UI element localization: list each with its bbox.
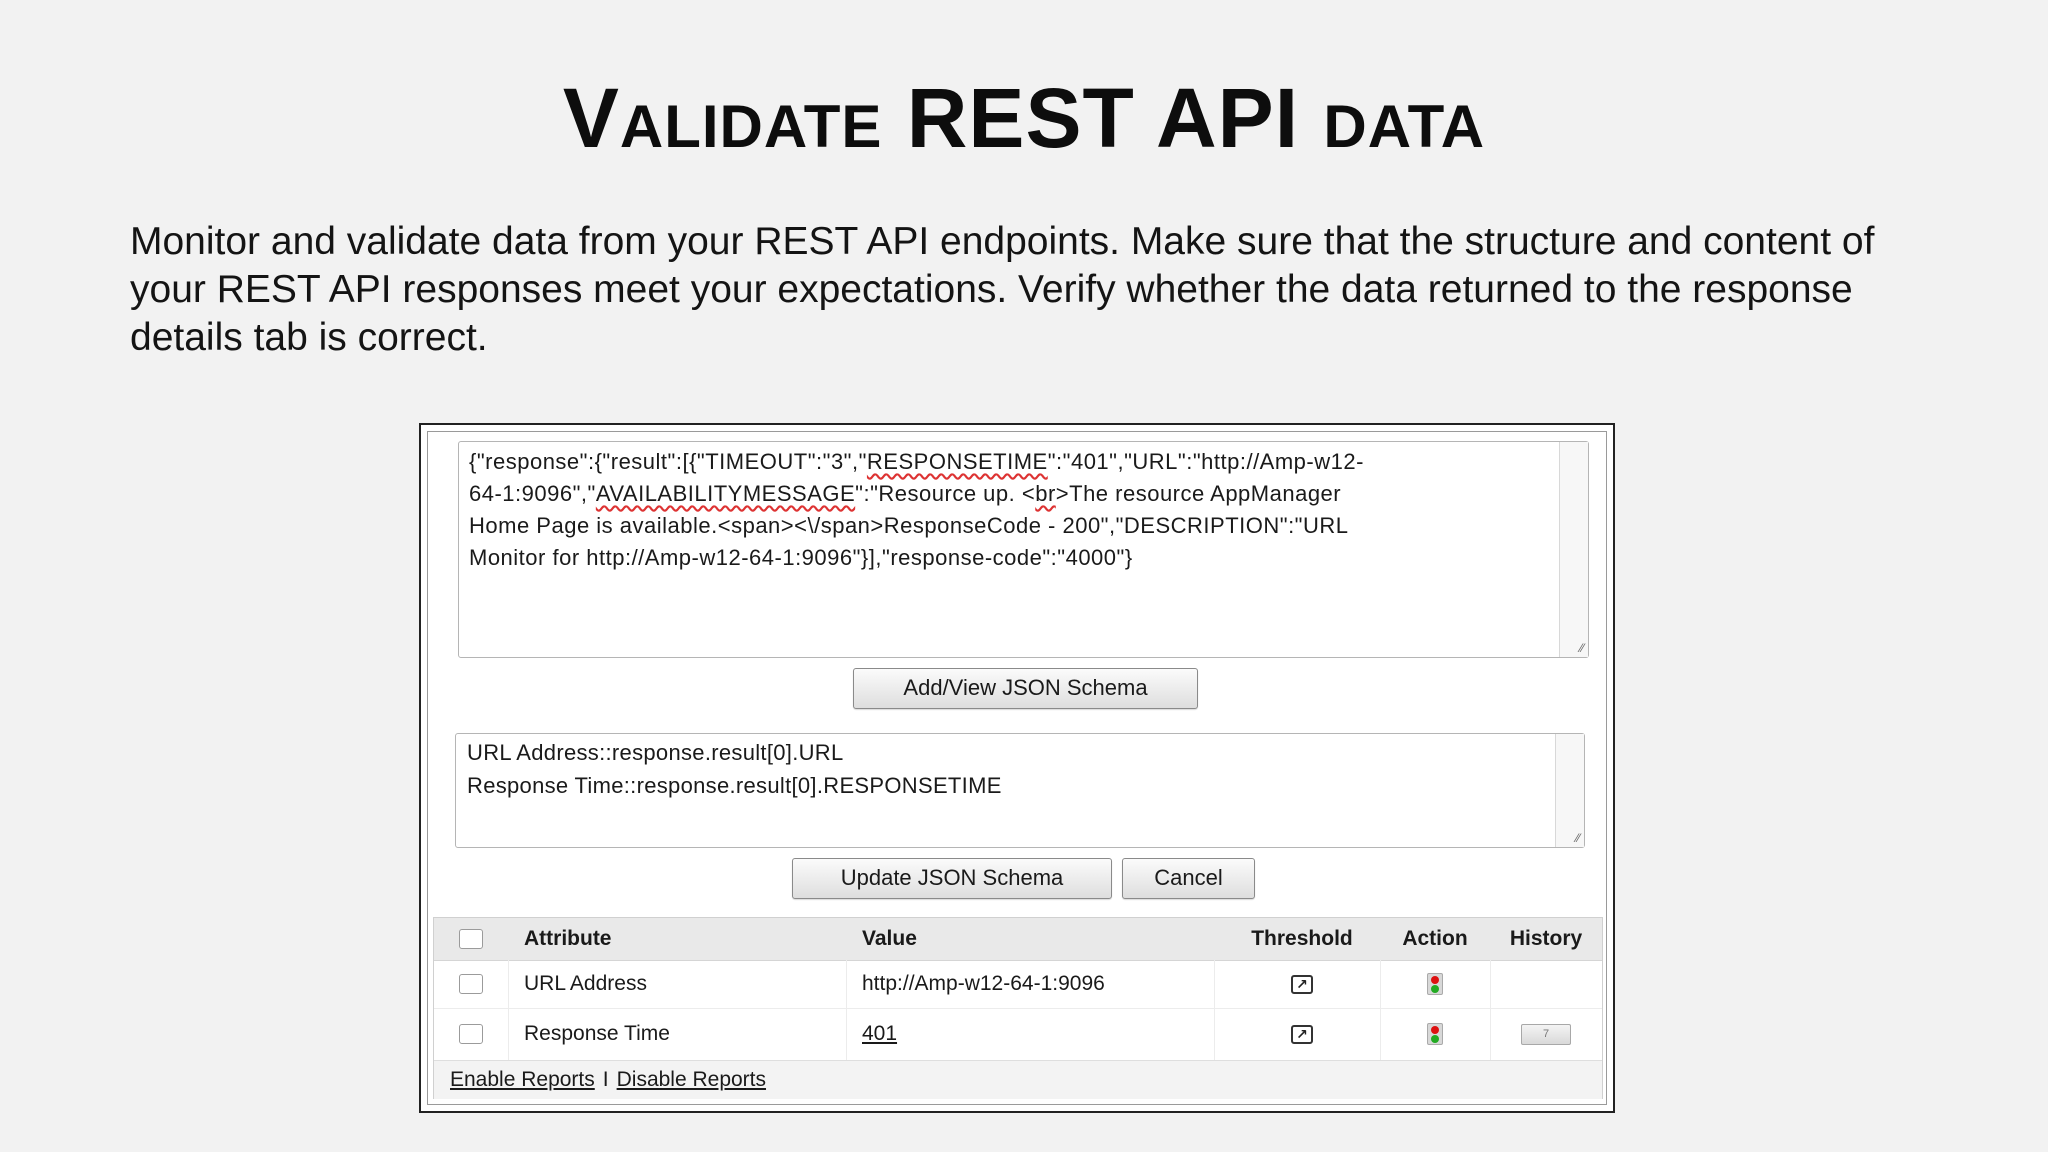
row-checkbox[interactable]: [459, 1024, 483, 1044]
select-all-checkbox[interactable]: [459, 929, 483, 949]
response-text-part: AVAILABILITYMESSAGE: [595, 481, 856, 506]
response-text-part: ":"Resource up. <: [855, 481, 1036, 506]
history-cell: [1490, 960, 1602, 1008]
header-threshold: Threshold: [1251, 927, 1353, 950]
header-action: Action: [1402, 927, 1468, 950]
table-footer: [434, 1060, 1602, 1099]
page-title: [0, 70, 2048, 167]
history-button-icon[interactable]: 7: [1521, 1024, 1571, 1045]
edit-link-icon[interactable]: ↗: [1291, 975, 1313, 994]
schema-line-2: Response Time::response.result[0].RESPONSETIME: [467, 773, 1002, 798]
title-part-rest-api: REST API: [906, 71, 1300, 165]
row-attribute: URL Address: [524, 972, 647, 995]
attributes-table: [433, 917, 1603, 1099]
resize-grip-icon[interactable]: ⁄⁄: [1579, 641, 1584, 655]
action-cell: [1380, 960, 1490, 1008]
title-part-alidate: ALIDATE: [619, 93, 883, 160]
resize-grip-icon[interactable]: ⁄⁄: [1575, 831, 1580, 845]
response-text-part: {"response":{"result":[{"TIMEOUT":"3",": [469, 449, 867, 474]
response-textarea[interactable]: [458, 441, 1589, 658]
table-header-row: [434, 918, 1602, 961]
row-checkbox[interactable]: [459, 974, 483, 994]
cancel-button[interactable]: Cancel: [1122, 858, 1255, 899]
intro-paragraph: [130, 218, 1930, 362]
title-part-data: DATA: [1323, 93, 1486, 160]
row-checkbox-cell: [434, 1008, 508, 1060]
title-part-v: V: [562, 71, 620, 165]
intro-line-3: details tab is correct.: [130, 316, 488, 359]
threshold-cell: [1224, 960, 1380, 1008]
schema-text: [467, 736, 1002, 802]
row-attribute: Response Time: [524, 1022, 670, 1045]
row-value[interactable]: 401: [862, 1022, 898, 1045]
response-scrollbar[interactable]: [1559, 442, 1588, 657]
header-history: History: [1509, 927, 1583, 950]
action-cell: [1380, 1008, 1490, 1060]
edit-link-icon[interactable]: ↗: [1291, 1025, 1313, 1044]
history-cell: [1490, 1008, 1602, 1060]
response-text: [469, 446, 1539, 574]
enable-reports-link[interactable]: Enable Reports: [450, 1068, 595, 1091]
response-text-line-3: Home Page is available.<span><\/span>ResponseCode - 200","DESCRIPTION":"URL: [469, 513, 1349, 538]
response-text-part: br: [1035, 481, 1056, 506]
response-text-part: >The resource AppManager: [1055, 481, 1342, 506]
traffic-light-icon[interactable]: [1427, 1023, 1443, 1045]
response-text-part: 64-1:9096",": [469, 481, 596, 506]
row-value-link[interactable]: [862, 1008, 1202, 1060]
header-attribute: Attribute: [524, 927, 612, 950]
schema-line-1: URL Address::response.result[0].URL: [467, 740, 844, 765]
select-all-cell: [434, 918, 508, 960]
add-view-json-schema-button[interactable]: Add/View JSON Schema: [853, 668, 1198, 709]
report-links: [450, 1061, 766, 1099]
update-json-schema-button[interactable]: Update JSON Schema: [792, 858, 1112, 899]
intro-line-2: your REST API responses meet your expectations. Verify whether the data returned to the response: [130, 268, 1853, 311]
intro-line-1: Monitor and validate data from your REST API endpoints. Make sure that the structure and content of: [130, 220, 1875, 263]
response-text-part: RESPONSETIME: [866, 449, 1048, 474]
row-checkbox-cell: [434, 960, 508, 1008]
link-separator: I: [602, 1068, 609, 1091]
table-row: [434, 960, 1602, 1009]
threshold-cell: [1224, 1008, 1380, 1060]
disable-reports-link[interactable]: Disable Reports: [616, 1068, 767, 1091]
response-text-line-4: Monitor for http://Amp-w12-64-1:9096"}],"response-code":"4000"}: [469, 545, 1133, 570]
schema-textarea[interactable]: [455, 733, 1585, 848]
row-value: http://Amp-w12-64-1:9096: [862, 972, 1105, 995]
traffic-light-icon[interactable]: [1427, 973, 1443, 995]
header-value: Value: [862, 927, 917, 950]
response-text-part: ":"401","URL":"http://Amp-w12-: [1047, 449, 1364, 474]
table-row: [434, 1008, 1602, 1060]
